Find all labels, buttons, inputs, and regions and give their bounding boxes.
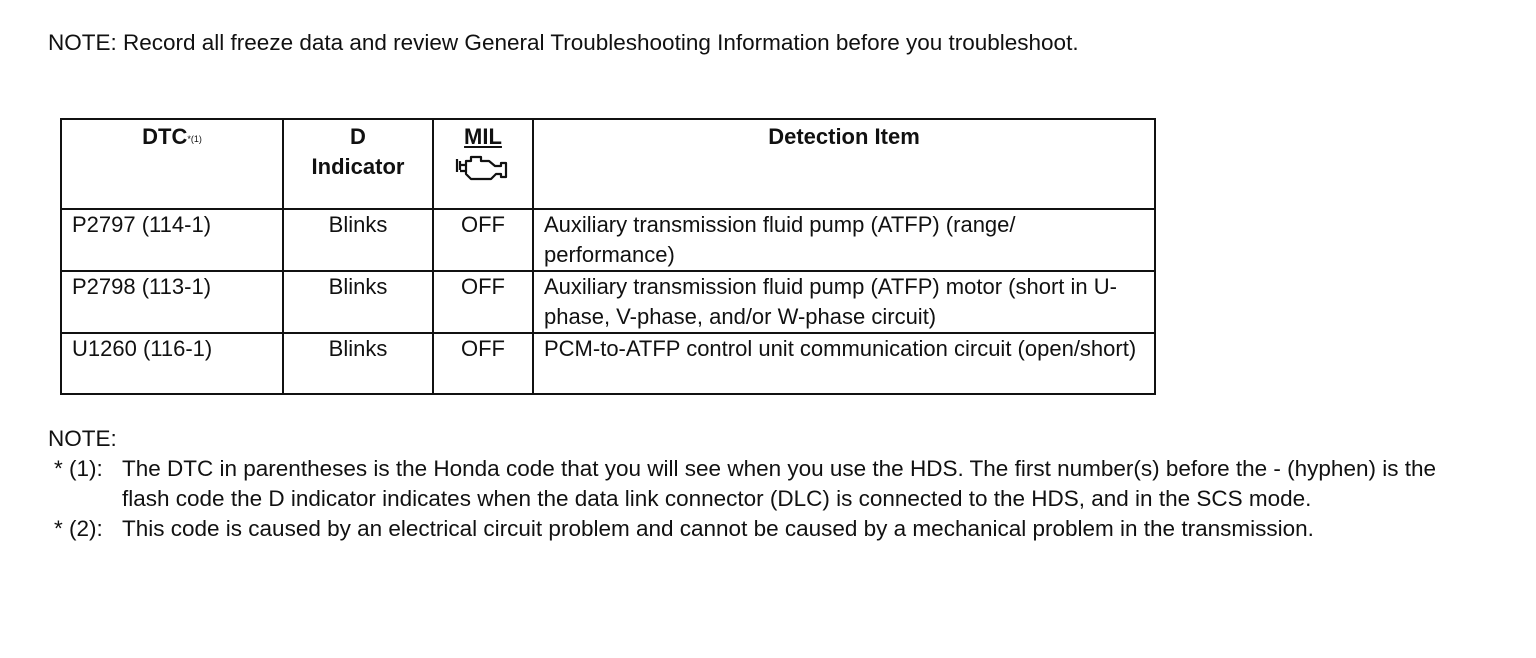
header-d-line2: Indicator <box>311 154 405 179</box>
notes-title: NOTE: <box>48 426 117 451</box>
table-row <box>61 271 1155 333</box>
cell-dtc: P2798 (113-1) <box>61 271 283 333</box>
header-dtc <box>61 119 283 209</box>
cell-detection-item: Auxiliary transmission fluid pump (ATFP) motor (short in U-phase, V-phase, and/or W-phase circuit) <box>533 271 1155 333</box>
intro-note: NOTE: Record all freeze data and review General Troubleshooting Information before you troubleshoot. <box>48 30 1079 55</box>
table-row <box>61 209 1155 271</box>
cell-mil: OFF <box>433 209 533 271</box>
footnote-text: The DTC in parentheses is the Honda code that you will see when you use the HDS. The first number(s) before the - (hyphen) is the flash code the D indicator indicates when the data link connector (DLC) is connected to the HDS, and in the SCS mode. <box>122 456 1436 511</box>
notes-section <box>48 424 1448 544</box>
footnote-text: This code is caused by an electrical circuit problem and cannot be caused by a mechanical problem in the transmission. <box>122 516 1314 541</box>
cell-d-indicator: Blinks <box>283 209 433 271</box>
check-engine-icon <box>452 152 514 182</box>
header-mil-label: MIL <box>464 124 502 149</box>
cell-detection-item: Auxiliary transmission fluid pump (ATFP) (range/ performance) <box>533 209 1155 271</box>
table-row <box>61 333 1155 394</box>
dtc-table <box>60 118 1156 395</box>
cell-mil: OFF <box>433 271 533 333</box>
cell-dtc: U1260 (116-1) <box>61 333 283 394</box>
footnote-item <box>54 454 1448 514</box>
table-header-row <box>61 119 1155 209</box>
footnote-mark: * (1): <box>54 456 103 481</box>
header-dtc-footnote: *(1) <box>187 134 202 144</box>
header-d-indicator <box>283 119 433 209</box>
header-detection-item: Detection Item <box>533 119 1155 209</box>
cell-dtc: P2797 (114-1) <box>61 209 283 271</box>
footnote-mark: * (2): <box>54 516 103 541</box>
cell-detection-item: PCM-to-ATFP control unit communication circuit (open/short) <box>533 333 1155 394</box>
header-d-line1: D <box>350 124 366 149</box>
header-mil <box>433 119 533 209</box>
cell-d-indicator: Blinks <box>283 333 433 394</box>
cell-d-indicator: Blinks <box>283 271 433 333</box>
footnote-item <box>54 514 1448 544</box>
cell-mil: OFF <box>433 333 533 394</box>
header-dtc-label: DTC <box>142 124 188 149</box>
